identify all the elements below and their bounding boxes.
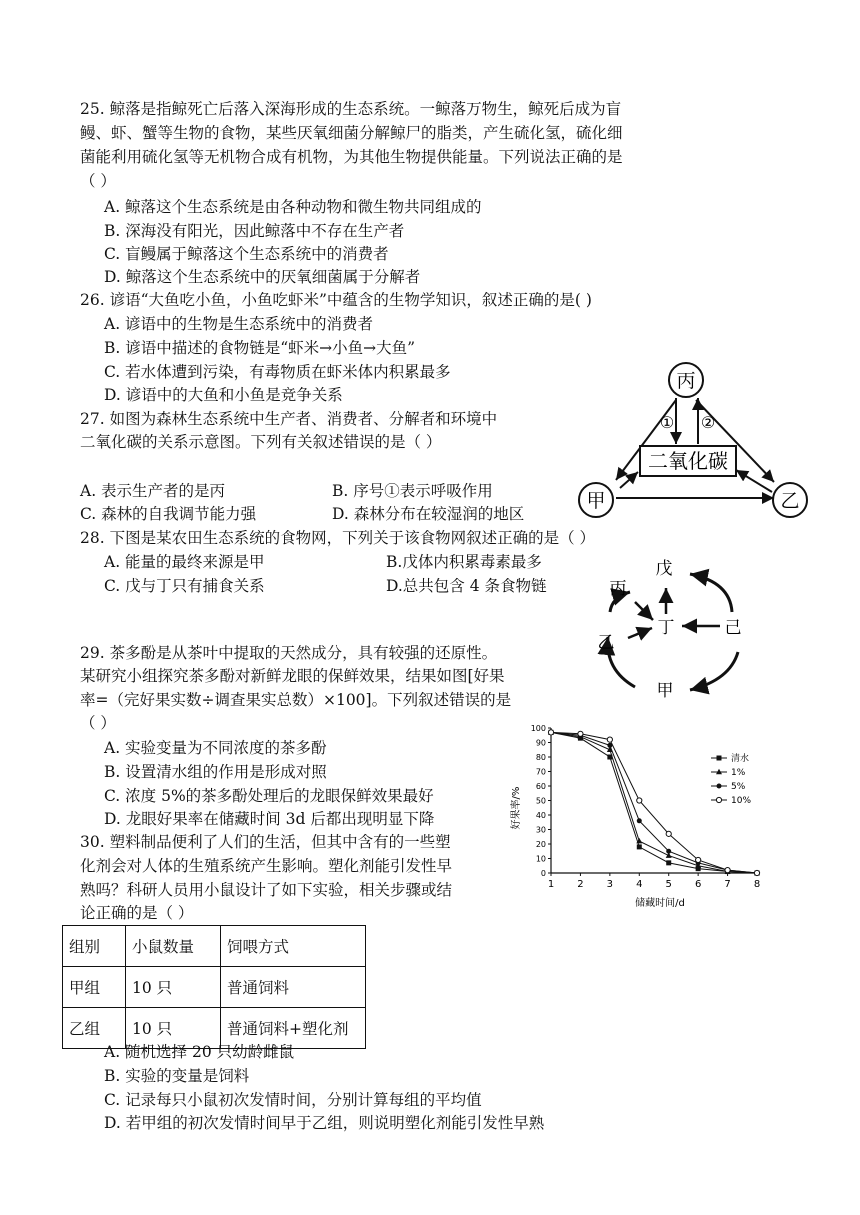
q29-option-b[interactable]: B. 设置清水组的作用是形成对照	[104, 763, 327, 781]
chart-data-point	[696, 857, 701, 862]
q30-option-a[interactable]: A. 随机选择 20 只幼龄雌鼠	[104, 1043, 295, 1061]
q26-option-a[interactable]: A. 谚语中的生物是生态系统中的消费者	[104, 315, 374, 333]
q29-stem-line2: 某研究小组探究茶多酚对新鲜龙眼的保鲜效果，结果如图[好果	[80, 667, 505, 685]
chart-data-point	[725, 868, 730, 873]
q25-stem-line1: 25. 鲸落是指鲸死亡后落入深海形成的生态系统。一鲸落万物生，鲸死后成为盲	[80, 100, 622, 118]
chart-data-point	[607, 737, 612, 742]
chart-legend-label: 1%	[731, 768, 746, 778]
chart-data-point	[637, 844, 642, 849]
chart-series-line	[551, 732, 757, 873]
chart-y-tick-label: 50	[535, 796, 546, 806]
fruit-rate-chart	[505, 718, 775, 913]
foodweb-node-jia: 甲	[656, 681, 674, 701]
q28-option-d[interactable]: D.总共包含 4 条食物链	[386, 577, 547, 595]
chart-y-tick-label: 90	[535, 738, 546, 748]
chart-x-tick-label: 5	[665, 879, 672, 890]
q26-stem: 26. 谚语“大鱼吃小鱼，小鱼吃虾米”中蕴含的生物学知识，叙述正确的是( )	[80, 291, 592, 309]
table-header-row	[63, 926, 366, 967]
q30-option-b[interactable]: B. 实验的变量是饲料	[104, 1067, 250, 1085]
chart-y-axis-label: 好果率/%	[511, 786, 522, 830]
chart-y-tick-label: 0	[540, 869, 546, 878]
diagram-node-yi: 乙	[780, 490, 800, 512]
chart-x-tick-label: 6	[694, 879, 702, 890]
foodweb-node-ding: 丁	[657, 618, 675, 638]
table-cell: 普通饲料+塑化剂	[221, 1008, 366, 1049]
chart-data-point	[578, 731, 583, 736]
q27-option-d[interactable]: D. 森林分布在较湿润的地区	[332, 505, 525, 523]
q28-stem: 28. 下图是某农田生态系统的食物网，下列关于该食物网叙述正确的是（ ）	[80, 529, 596, 547]
chart-data-point	[666, 831, 671, 836]
q25-option-c[interactable]: C. 盲鳗属于鲸落这个生态系统中的消费者	[104, 245, 389, 263]
q25-stem-line2: 鳗、虾、蟹等生物的食物，某些厌氧细菌分解鲸尸的脂类，产生硫化氢，硫化细	[80, 124, 623, 142]
q28-option-b[interactable]: B.戊体内积累毒素最多	[386, 553, 542, 571]
q30-stem-line2: 化剂会对人体的生殖系统产生影响。塑化剂能引发性早	[80, 857, 453, 875]
q30-stem-line3: 熟吗？科研人员用小鼠设计了如下实验，相关步骤或结	[80, 881, 453, 899]
q26-option-c[interactable]: C. 若水体遭到污染，有毒物质在虾米体内积累最多	[104, 363, 451, 381]
q25-answer-blank: （ ）	[80, 172, 116, 190]
chart-legend-marker	[716, 797, 721, 802]
q25-option-a[interactable]: A. 鲸落这个生态系统是由各种动物和微生物共同组成的	[104, 198, 482, 216]
chart-y-tick-label: 10	[535, 854, 546, 864]
foodweb-node-ji: 己	[724, 618, 742, 638]
q27-stem-line1: 27. 如图为森林生态系统中生产者、消费者、分解者和环境中	[80, 410, 498, 428]
foodweb-node-bing: 丙	[609, 579, 627, 599]
chart-data-point	[666, 860, 671, 865]
q29-option-d[interactable]: D. 龙眼好果率在储藏时间 3d 后都出现明显下降	[104, 810, 435, 828]
table-header-cell: 小鼠数量	[126, 926, 221, 967]
experiment-table	[62, 925, 366, 1049]
chart-legend-label: 清水	[731, 754, 750, 764]
q30-option-d[interactable]: D. 若甲组的初次发情时间早于乙组，则说明塑化剂能引发性早熟	[104, 1114, 545, 1132]
q26-option-d[interactable]: D. 谚语中的大鱼和小鱼是竞争关系	[104, 386, 343, 404]
chart-y-tick-label: 30	[535, 825, 546, 835]
q26-option-b[interactable]: B. 谚语中描述的食物链是“虾米→小鱼→大鱼”	[104, 339, 416, 357]
q30-stem-line4: 论正确的是（ ）	[80, 904, 194, 922]
q25-option-d[interactable]: D. 鲸落这个生态系统中的厌氧细菌属于分解者	[104, 268, 421, 286]
carbon-cycle-diagram	[576, 360, 816, 520]
q25-stem-line3: 菌能利用硫化氢等无机物合成有机物，为其他生物提供能量。下列说法正确的是	[80, 148, 623, 166]
chart-legend-label: 10%	[731, 796, 752, 806]
chart-x-axis-label: 储藏时间/d	[635, 898, 685, 909]
q29-option-c[interactable]: C. 浓度 5%的茶多酚处理后的龙眼保鲜效果最好	[104, 787, 434, 805]
diagram-label-2: ②	[700, 413, 716, 432]
q30-stem-line1: 30. 塑料制品便利了人们的生活，但其中含有的一些塑	[80, 833, 451, 851]
chart-data-point	[548, 730, 553, 735]
q27-option-c[interactable]: C. 森林的自我调节能力强	[80, 505, 257, 523]
table-row	[63, 967, 366, 1008]
foodweb-node-yi: 乙	[597, 633, 615, 653]
chart-data-point	[666, 849, 671, 854]
table-header-cell: 饲喂方式	[221, 926, 366, 967]
diagram-node-bing: 丙	[676, 370, 696, 392]
q27-option-b[interactable]: B. 序号①表示呼吸作用	[332, 482, 493, 500]
diagram-node-co2: 二氧化碳	[648, 449, 728, 473]
table-cell: 普通饲料	[221, 967, 366, 1008]
table-cell: 乙组	[63, 1008, 126, 1049]
chart-data-point	[637, 798, 642, 803]
q29-stem-line1: 29. 茶多酚是从茶叶中提取的天然成分，具有较强的还原性。	[80, 644, 498, 662]
table-cell: 10 只	[126, 967, 221, 1008]
q29-option-a[interactable]: A. 实验变量为不同浓度的茶多酚	[104, 739, 327, 757]
chart-x-tick-label: 4	[636, 879, 643, 890]
chart-legend-marker	[717, 756, 722, 761]
chart-legend-marker	[717, 784, 722, 789]
table-cell: 甲组	[63, 967, 126, 1008]
chart-y-tick-label: 20	[535, 840, 546, 849]
table-header-cell: 组别	[63, 926, 126, 967]
chart-x-tick-label: 3	[606, 879, 614, 890]
chart-y-tick-label: 40	[535, 811, 546, 820]
q28-option-c[interactable]: C. 戊与丁只有捕食关系	[104, 577, 265, 595]
chart-y-tick-label: 100	[530, 724, 546, 733]
table-cell: 10 只	[126, 1008, 221, 1049]
diagram-node-jia: 甲	[586, 490, 606, 512]
q29-stem-line3: 率=（完好果实数÷调查果实总数）×100]。下列叙述错误的是	[80, 691, 512, 709]
food-web-diagram	[590, 552, 765, 702]
chart-data-point	[754, 870, 759, 875]
chart-y-tick-label: 70	[535, 767, 546, 777]
q27-stem-line2: 二氧化碳的关系示意图。下列有关叙述错误的是（ ）	[80, 433, 442, 451]
chart-data-point	[637, 818, 642, 823]
chart-y-tick-label: 80	[535, 753, 546, 762]
chart-series-line	[551, 732, 757, 873]
chart-y-tick-label: 60	[535, 782, 546, 791]
chart-x-tick-label: 8	[753, 879, 761, 890]
chart-x-tick-label: 1	[547, 879, 555, 890]
chart-series-line	[551, 732, 757, 873]
chart-series-line	[551, 732, 757, 873]
chart-legend-label: 5%	[731, 782, 746, 792]
chart-x-tick-label: 2	[577, 879, 584, 890]
chart-x-tick-label: 7	[724, 879, 731, 890]
foodweb-node-wu: 戊	[655, 559, 673, 579]
diagram-label-1: ①	[659, 413, 675, 432]
q25-option-b[interactable]: B. 深海没有阳光，因此鲸落中不存在生产者	[104, 222, 405, 240]
q27-option-a[interactable]: A. 表示生产者的是丙	[80, 482, 226, 500]
q30-option-c[interactable]: C. 记录每只小鼠初次发情时间，分别计算每组的平均值	[104, 1091, 482, 1109]
q28-option-a[interactable]: A. 能量的最终来源是甲	[104, 553, 265, 571]
q29-answer-blank: （ ）	[80, 714, 116, 732]
